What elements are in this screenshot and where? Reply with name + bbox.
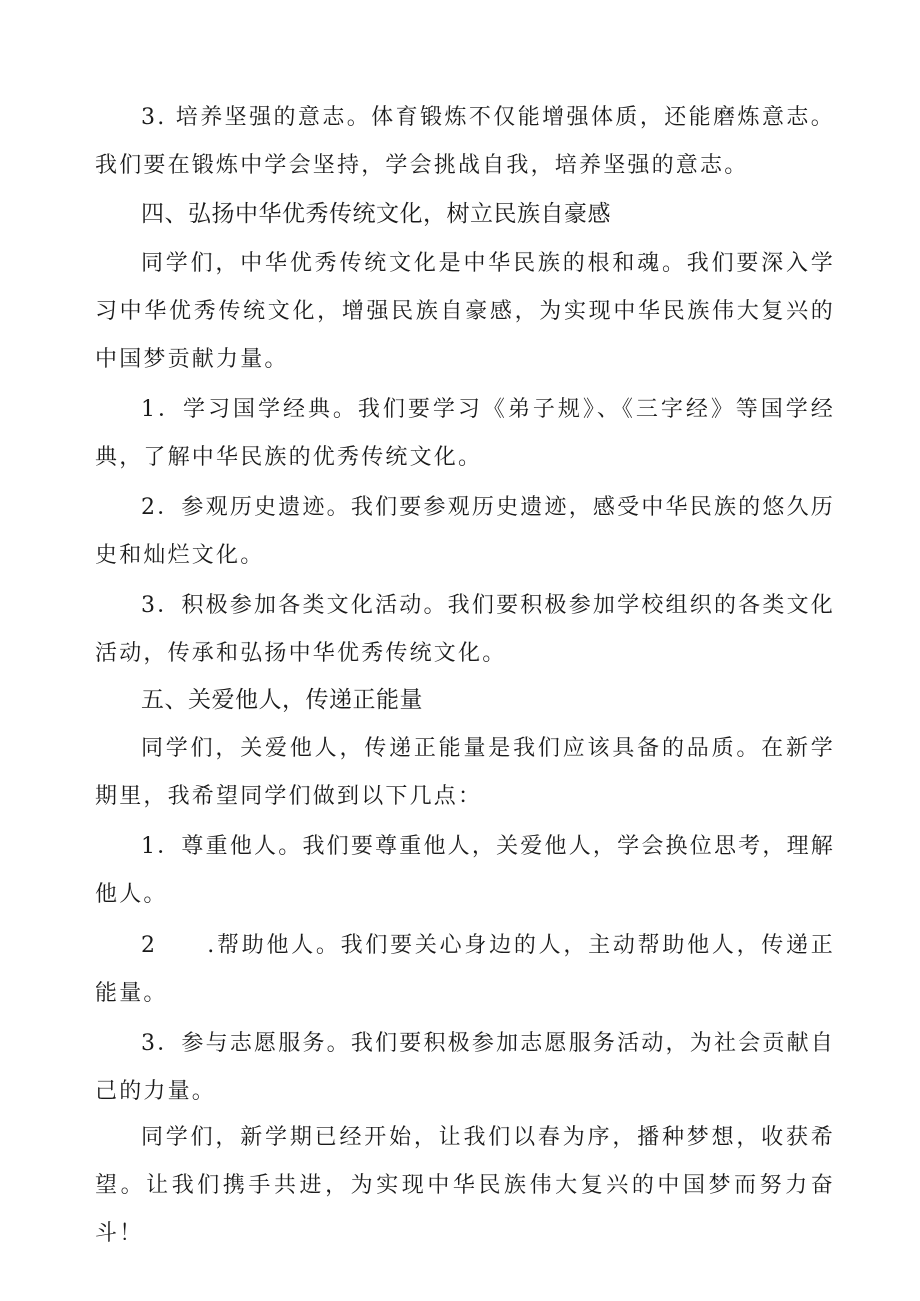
paragraph-care-item-2: 2 .帮助他人。我们要关心身边的人，主动帮助他人，传递正能量。 (95, 933, 835, 1006)
paragraph-strong-will: 3. 培养坚强的意志。体育锻炼不仅能增强体质，还能磨炼意志。我们要在锻炼中学会坚持，学会挑战自我，培养坚强的意志。 (95, 105, 835, 178)
paragraph-closing: 同学们，新学期已经开始，让我们以春为序，播种梦想，收获希望。让我们携手共进，为实现中华民族伟大复兴的中国梦而努力奋斗！ (95, 1125, 835, 1246)
section-heading-4: 四、弘扬中华优秀传统文化，树立民族自豪感 (141, 201, 611, 227)
paragraph-care-intro: 同学们，关爱他人，传递正能量是我们应该具备的品质。在新学期里，我希望同学们做到以下几点： (95, 736, 835, 809)
paragraph-care-item-3: 3．参与志愿服务。我们要积极参加志愿服务活动，为社会贡献自己的力量。 (95, 1031, 835, 1104)
section-heading-5: 五、关爱他人，传递正能量 (141, 687, 423, 713)
paragraph-care-item-1: 1．尊重他人。我们要尊重他人，关爱他人，学会换位思考，理解他人。 (95, 834, 835, 907)
paragraph-culture-item-3: 3．积极参加各类文化活动。我们要积极参加学校组织的各类文化活动，传承和弘扬中华优秀传统文化。 (95, 593, 835, 666)
paragraph-culture-item-2: 2．参观历史遗迹。我们要参观历史遗迹，感受中华民族的悠久历史和灿烂文化。 (95, 495, 835, 568)
paragraph-culture-intro: 同学们，中华优秀传统文化是中华民族的根和魂。我们要深入学习中华优秀传统文化，增强民族自豪感，为实现中华民族伟大复兴的中国梦贡献力量。 (95, 251, 835, 372)
paragraph-culture-item-1: 1．学习国学经典。我们要学习《弟子规》、《三字经》等国学经典，了解中华民族的优秀传统文化。 (95, 397, 835, 470)
